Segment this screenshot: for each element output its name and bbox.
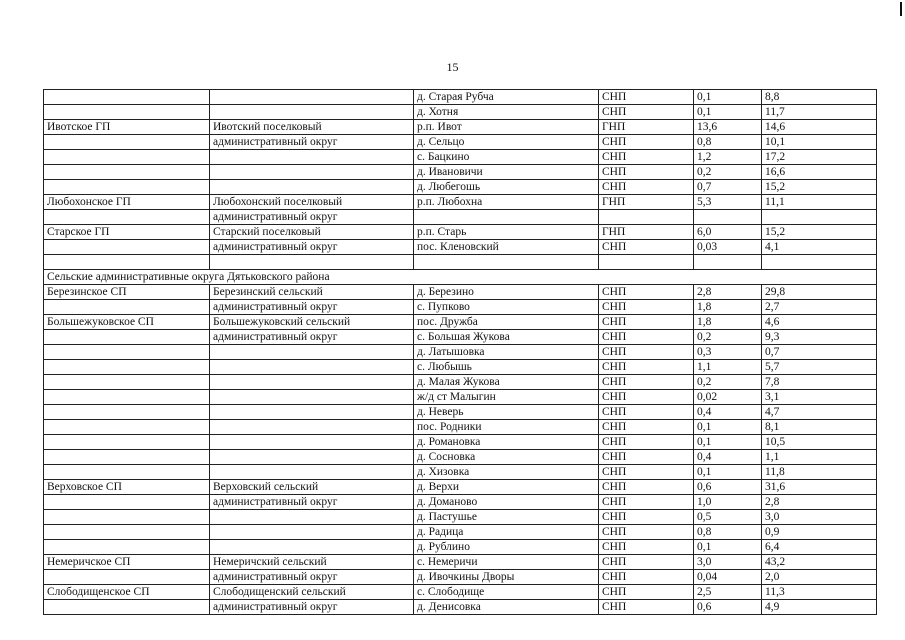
type-cell: СНП [599,480,694,495]
district-cell: Березинское СП [44,285,210,300]
district-cell [44,600,210,615]
settlement-cell: д. Верхи [414,480,599,495]
value-a-cell: 0,4 [694,405,762,420]
settlement-cell: д. Любегошь [414,180,599,195]
table-row [44,465,877,480]
settlement-cell: пос. Дружба [414,315,599,330]
district-cell: Немеричское СП [44,555,210,570]
value-a-cell: 0,04 [694,570,762,585]
district-cell [44,165,210,180]
table-row [44,450,877,465]
type-cell: СНП [599,420,694,435]
value-a-cell: 0,8 [694,135,762,150]
type-cell: СНП [599,135,694,150]
type-cell: СНП [599,105,694,120]
admin-okrug-cell [210,255,414,270]
value-b-cell: 43,2 [762,555,877,570]
value-a-cell: 6,0 [694,225,762,240]
table-row [44,600,877,615]
table-row [44,195,877,210]
value-b-cell [762,255,877,270]
admin-okrug-cell: Любохонский поселковый [210,195,414,210]
settlement-cell: д. Сосновка [414,450,599,465]
value-b-cell: 2,0 [762,570,877,585]
district-cell [44,435,210,450]
table-row [44,240,877,255]
admin-okrug-cell [210,375,414,390]
settlement-cell: д. Рублино [414,540,599,555]
district-cell [44,465,210,480]
admin-okrug-cell: Слободищенский сельский [210,585,414,600]
value-a-cell: 0,4 [694,450,762,465]
table-row [44,540,877,555]
admin-okrug-cell: Немеричский сельский [210,555,414,570]
value-b-cell: 2,7 [762,300,877,315]
district-cell: Любохонское ГП [44,195,210,210]
value-b-cell: 4,1 [762,240,877,255]
settlement-cell: д. Малая Жукова [414,375,599,390]
section-row [44,270,877,285]
table-row [44,180,877,195]
district-cell: Верховское СП [44,480,210,495]
value-b-cell: 5,7 [762,360,877,375]
value-b-cell: 31,6 [762,480,877,495]
table-row [44,90,877,105]
value-a-cell [694,255,762,270]
type-cell: ГНП [599,195,694,210]
type-cell: СНП [599,300,694,315]
table-row [44,315,877,330]
value-a-cell: 1,8 [694,300,762,315]
value-a-cell: 0,1 [694,435,762,450]
table-row [44,135,877,150]
value-a-cell: 0,1 [694,90,762,105]
type-cell: СНП [599,180,694,195]
table-row [44,435,877,450]
admin-okrug-cell [210,390,414,405]
type-cell: СНП [599,285,694,300]
table-row [44,330,877,345]
district-cell [44,90,210,105]
district-cell [44,360,210,375]
settlement-cell: р.п. Любохна [414,195,599,210]
table-row [44,510,877,525]
page-number: 15 [446,60,459,74]
value-b-cell: 4,9 [762,600,877,615]
value-b-cell: 11,3 [762,585,877,600]
value-a-cell: 0,2 [694,375,762,390]
type-cell [599,255,694,270]
district-cell: Старское ГП [44,225,210,240]
type-cell: СНП [599,435,694,450]
district-cell [44,345,210,360]
admin-okrug-cell [210,345,414,360]
settlement-cell: р.п. Старь [414,225,599,240]
table-row [44,105,877,120]
settlement-cell: ж/д ст Малыгин [414,390,599,405]
type-cell: СНП [599,165,694,180]
value-a-cell: 0,7 [694,180,762,195]
type-cell: СНП [599,450,694,465]
type-cell: СНП [599,90,694,105]
value-a-cell: 1,0 [694,495,762,510]
settlement-cell: д. Неверь [414,405,599,420]
district-cell [44,240,210,255]
district-cell [44,255,210,270]
table-row [44,210,877,225]
value-b-cell: 11,8 [762,465,877,480]
admin-okrug-cell: административный округ [210,210,414,225]
value-b-cell: 9,3 [762,330,877,345]
district-cell [44,420,210,435]
value-b-cell: 3,0 [762,510,877,525]
value-b-cell: 10,5 [762,435,877,450]
value-a-cell: 0,1 [694,420,762,435]
admin-okrug-cell [210,90,414,105]
value-b-cell: 11,1 [762,195,877,210]
table-row [44,390,877,405]
admin-okrug-cell: административный округ [210,570,414,585]
settlement-cell: пос. Родники [414,420,599,435]
admin-okrug-cell [210,525,414,540]
type-cell: СНП [599,555,694,570]
settlement-cell: д. Романовка [414,435,599,450]
district-cell [44,510,210,525]
settlement-cell: д. Хизовка [414,465,599,480]
settlement-cell: д. Ивановичи [414,165,599,180]
settlement-cell: д. Хотня [414,105,599,120]
table-row [44,225,877,240]
admin-okrug-cell [210,405,414,420]
value-a-cell: 0,8 [694,525,762,540]
admin-okrug-cell: Старский поселковый [210,225,414,240]
value-a-cell: 0,02 [694,390,762,405]
admin-okrug-cell: административный округ [210,240,414,255]
admin-okrug-cell: административный округ [210,135,414,150]
type-cell: СНП [599,150,694,165]
settlement-cell: д. Ивочкины Дворы [414,570,599,585]
type-cell: СНП [599,345,694,360]
district-cell [44,375,210,390]
district-cell [44,570,210,585]
value-b-cell: 29,8 [762,285,877,300]
value-b-cell: 15,2 [762,180,877,195]
settlement-cell: д. Старая Рубча [414,90,599,105]
admin-okrug-cell [210,540,414,555]
type-cell: СНП [599,465,694,480]
settlement-cell: с. Любышь [414,360,599,375]
type-cell: СНП [599,510,694,525]
settlement-cell: д. Пастушье [414,510,599,525]
value-b-cell: 0,9 [762,525,877,540]
type-cell: СНП [599,405,694,420]
settlements-table [43,89,877,615]
table-row [44,405,877,420]
type-cell: СНП [599,495,694,510]
value-b-cell: 10,1 [762,135,877,150]
district-cell [44,150,210,165]
value-a-cell [694,210,762,225]
value-b-cell: 15,2 [762,225,877,240]
settlement-cell: с. Пупково [414,300,599,315]
settlement-cell: д. Латышовка [414,345,599,360]
value-b-cell: 16,6 [762,165,877,180]
value-a-cell: 0,5 [694,510,762,525]
settlement-cell: д. Сельцо [414,135,599,150]
table-row [44,585,877,600]
admin-okrug-cell: Ивотский поселковый [210,120,414,135]
value-b-cell: 4,7 [762,405,877,420]
table-row [44,480,877,495]
table-row [44,375,877,390]
value-b-cell: 6,4 [762,540,877,555]
district-cell [44,210,210,225]
value-a-cell: 1,2 [694,150,762,165]
settlement-cell: д. Денисовка [414,600,599,615]
type-cell: ГНП [599,120,694,135]
value-b-cell: 1,1 [762,450,877,465]
table-row [44,360,877,375]
admin-okrug-cell: Верховский сельский [210,480,414,495]
table-row [44,150,877,165]
scan-mark [900,2,902,16]
admin-okrug-cell [210,450,414,465]
value-a-cell: 0,03 [694,240,762,255]
district-cell [44,525,210,540]
district-cell: Большежуковское СП [44,315,210,330]
settlement-cell: с. Большая Жукова [414,330,599,345]
type-cell: СНП [599,315,694,330]
admin-okrug-cell: административный округ [210,330,414,345]
settlement-cell: д. Радица [414,525,599,540]
value-a-cell: 1,8 [694,315,762,330]
settlement-cell: пос. Кленовский [414,240,599,255]
section-heading: Сельские административные округа Дятьковского района [44,270,877,285]
type-cell: СНП [599,525,694,540]
type-cell: СНП [599,570,694,585]
value-b-cell: 0,7 [762,345,877,360]
admin-okrug-cell: административный округ [210,300,414,315]
settlement-cell: с. Немеричи [414,555,599,570]
type-cell: ГНП [599,225,694,240]
district-cell [44,495,210,510]
value-b-cell: 4,6 [762,315,877,330]
admin-okrug-cell: Березинский сельский [210,285,414,300]
district-cell [44,300,210,315]
value-b-cell: 8,8 [762,90,877,105]
settlement-cell: с. Слободище [414,585,599,600]
admin-okrug-cell [210,435,414,450]
type-cell: СНП [599,240,694,255]
admin-okrug-cell [210,510,414,525]
admin-okrug-cell [210,465,414,480]
settlement-cell: д. Доманово [414,495,599,510]
admin-okrug-cell [210,165,414,180]
type-cell: СНП [599,600,694,615]
value-a-cell: 0,3 [694,345,762,360]
table-row [44,555,877,570]
type-cell: СНП [599,330,694,345]
value-a-cell: 0,2 [694,330,762,345]
district-cell [44,135,210,150]
table-row [44,345,877,360]
type-cell: СНП [599,540,694,555]
district-cell [44,405,210,420]
table-row [44,420,877,435]
admin-okrug-cell [210,150,414,165]
admin-okrug-cell: Большежуковский сельский [210,315,414,330]
admin-okrug-cell [210,180,414,195]
settlement-cell: р.п. Ивот [414,120,599,135]
value-b-cell [762,210,877,225]
value-a-cell: 2,8 [694,285,762,300]
type-cell: СНП [599,585,694,600]
type-cell [599,210,694,225]
district-cell: Ивотское ГП [44,120,210,135]
settlement-cell: с. Бацкино [414,150,599,165]
table-row [44,120,877,135]
table-row [44,285,877,300]
admin-okrug-cell [210,105,414,120]
settlement-cell: д. Березино [414,285,599,300]
value-a-cell: 0,1 [694,540,762,555]
value-b-cell: 14,6 [762,120,877,135]
table-row [44,570,877,585]
district-cell [44,540,210,555]
table-row [44,165,877,180]
table-row [44,525,877,540]
settlement-cell [414,210,599,225]
value-b-cell: 11,7 [762,105,877,120]
type-cell: СНП [599,360,694,375]
district-cell [44,450,210,465]
district-cell [44,105,210,120]
value-b-cell: 17,2 [762,150,877,165]
value-a-cell: 0,1 [694,105,762,120]
value-a-cell: 3,0 [694,555,762,570]
table-row [44,495,877,510]
value-a-cell: 0,6 [694,600,762,615]
value-a-cell: 0,6 [694,480,762,495]
value-b-cell: 7,8 [762,375,877,390]
district-cell [44,390,210,405]
value-a-cell: 0,1 [694,465,762,480]
value-a-cell: 1,1 [694,360,762,375]
admin-okrug-cell [210,420,414,435]
admin-okrug-cell: административный округ [210,600,414,615]
value-a-cell: 2,5 [694,585,762,600]
table-row [44,255,877,270]
value-b-cell: 2,8 [762,495,877,510]
settlement-cell [414,255,599,270]
value-a-cell: 5,3 [694,195,762,210]
value-a-cell: 0,2 [694,165,762,180]
district-cell [44,330,210,345]
district-cell: Слободищенское СП [44,585,210,600]
value-b-cell: 8,1 [762,420,877,435]
district-cell [44,180,210,195]
value-b-cell: 3,1 [762,390,877,405]
value-a-cell: 13,6 [694,120,762,135]
type-cell: СНП [599,375,694,390]
admin-okrug-cell [210,360,414,375]
admin-okrug-cell: административный округ [210,495,414,510]
table-row [44,300,877,315]
type-cell: СНП [599,390,694,405]
